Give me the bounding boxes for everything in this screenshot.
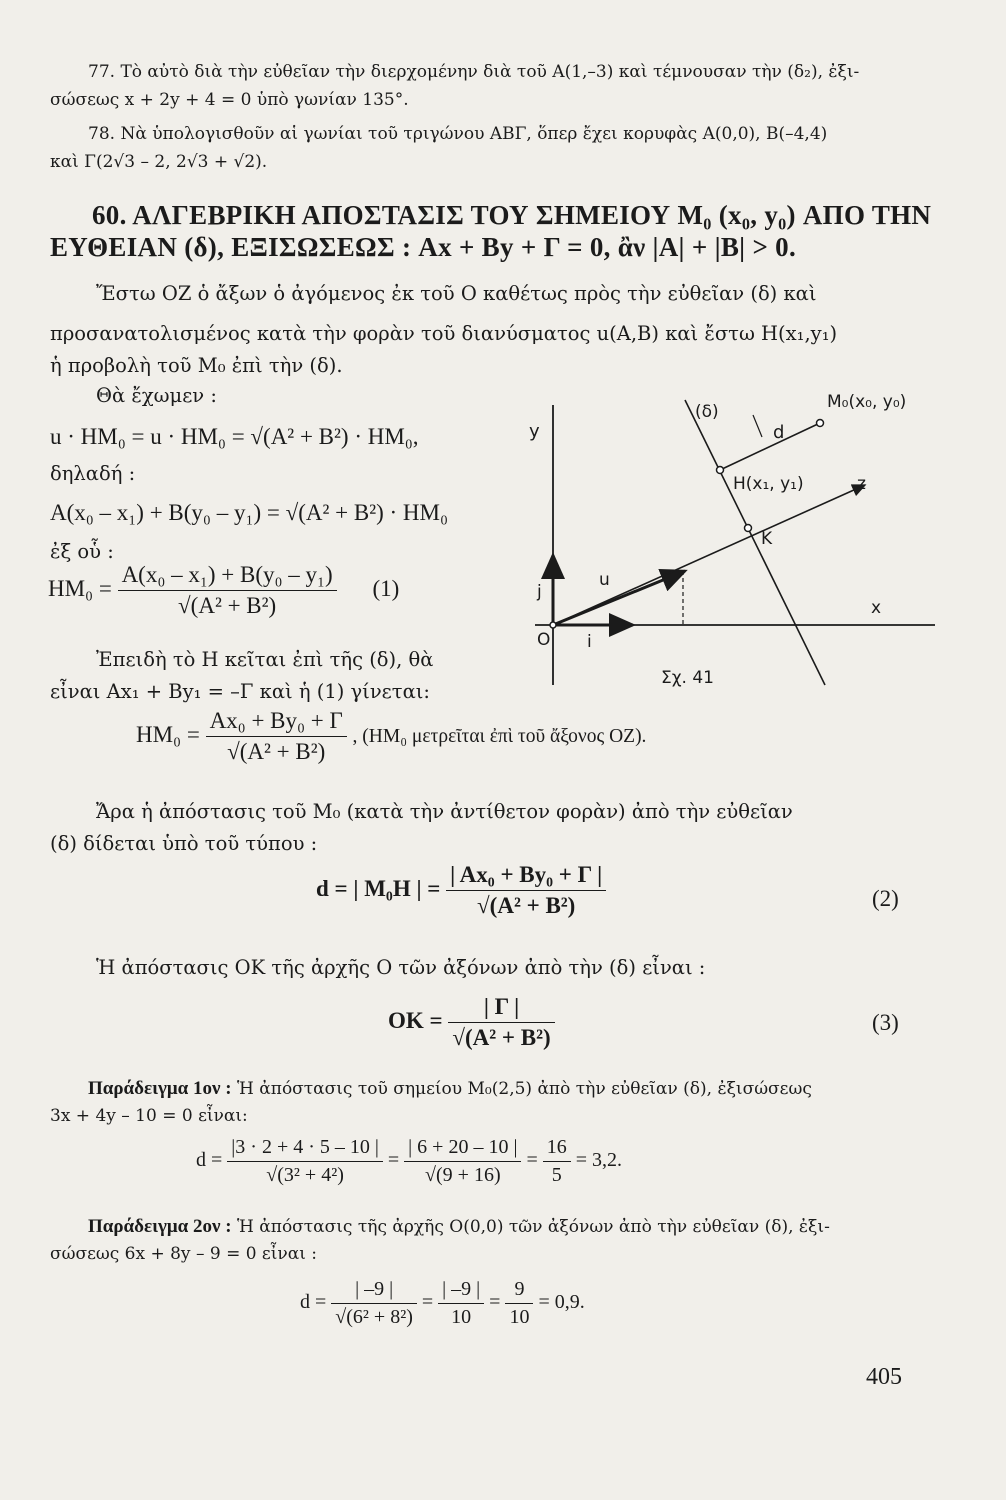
- paragraph-3: δηλαδή :: [50, 462, 136, 485]
- equation-2-lhs: d = | M₀H | =: [316, 875, 441, 901]
- equation-3-fraction: [448, 994, 554, 1051]
- distance-marker: [753, 415, 762, 437]
- point-m0: [817, 420, 824, 427]
- example-2-fraction-2: [438, 1278, 484, 1329]
- example-2-lhs: d =: [300, 1291, 327, 1314]
- section-heading-line2: ΕΥΘΕΙΑΝ (δ), ΕΞΙΣΩΣΕΩΣ : Ax + By + Γ = 0, ἂν |A| + |B| > 0.: [50, 232, 797, 262]
- example-1-fraction-1: [227, 1136, 383, 1187]
- segment-m0-h: [720, 423, 820, 470]
- point-h: [717, 467, 724, 474]
- oz-axis: [553, 485, 865, 625]
- example-1-result: = 3,2.: [575, 1149, 623, 1172]
- page-number: 405: [866, 1364, 902, 1390]
- example-2-f1-denominator: √(6² + 8²): [335, 1306, 413, 1328]
- equation-1-denominator: √(A² + B²): [178, 593, 277, 618]
- example-2-f1-numerator: | –9 |: [331, 1278, 417, 1304]
- equation-hm0-lhs: HM₀ =: [136, 721, 200, 747]
- equation-3-denominator: √(A² + B²): [452, 1025, 551, 1050]
- paragraph-7: Ἡ ἀπόστασις OK τῆς ἀρχῆς O τῶν ἀξόνων ἀπὸ τὴν (δ) εἶναι :: [96, 956, 706, 979]
- label-h: H(x₁, y₁): [733, 474, 804, 494]
- example-1-line1: [88, 1078, 812, 1100]
- equation-2-tag: (2): [872, 886, 899, 911]
- equation-dot-product: u · HM₀ = u · HM₀ = √(A² + B²) · HM₀,: [50, 424, 419, 449]
- figure-caption: Σχ. 41: [661, 668, 715, 688]
- label-x: x: [871, 598, 882, 618]
- example-2-text: Ἡ ἀπόστασις τῆς ἀρχῆς O(0,0) τῶν ἀξόνων ἀπὸ τὴν εὐθεῖαν (δ), ἐξι-: [237, 1217, 830, 1237]
- paragraph-6-line2: (δ) δίδεται ὑπὸ τοῦ τύπου :: [50, 832, 318, 855]
- equation-1-numerator: A(x₀ – x₁) + B(y₀ – y₁): [118, 562, 337, 591]
- equation-hm0-fraction: [206, 708, 347, 765]
- example-2-fraction-1: [331, 1278, 417, 1329]
- example-1-label: Παράδειγμα 1ον :: [88, 1078, 232, 1099]
- example-2-fraction-3: [505, 1278, 533, 1329]
- paragraph-1-line2: προσανατολισμένος κατὰ τὴν φορὰν τοῦ διανύσματος u(A,B) καὶ ἔστω H(x₁,y₁): [50, 322, 838, 345]
- exercise-77-line1: 77. Τὸ αὐτὸ διὰ τὴν εὐθεῖαν τὴν διερχομένην διὰ τοῦ Α(1,–3) καὶ τέμνουσαν τὴν (δ₂), ἐξι-: [88, 62, 860, 82]
- equation-3-lhs: OK =: [388, 1007, 443, 1033]
- equation-expanded: A(x₀ – x₁) + B(y₀ – y₁) = √(A² + B²) · HM₀: [50, 500, 448, 525]
- line-delta: [685, 400, 825, 685]
- section-heading-line1: 60. ΑΛΓΕΒΡΙΚΗ ΑΠΟΣΤΑΣΙΣ ΤΟΥ ΣΗΜΕΙΟΥ M₀ (x₀, y₀) ΑΠΟ ΤΗΝ: [92, 200, 932, 230]
- example-1-f1-denominator: √(3² + 4²): [266, 1164, 344, 1186]
- example-2-f2-denominator: 10: [451, 1306, 472, 1328]
- equation-1-lhs: HM₀ =: [48, 575, 112, 601]
- equation-1: [48, 562, 399, 619]
- example-2-result: = 0,9.: [538, 1291, 585, 1314]
- label-m0: M₀(x₀, y₀): [827, 392, 907, 412]
- equation-2-denominator: √(A² + B²): [477, 893, 576, 918]
- label-k: K: [761, 529, 773, 549]
- equation-3-numerator: | Γ |: [448, 994, 554, 1023]
- equation-2-numerator: | Ax₀ + By₀ + Γ |: [446, 862, 606, 891]
- exercise-78-line2: καὶ Γ(2√3 – 2, 2√3 + √2).: [50, 152, 268, 172]
- paragraph-5-line2: εἶναι Ax₁ + By₁ = –Γ καὶ ἡ (1) γίνεται:: [50, 680, 430, 703]
- paragraph-6-line1: Ἄρα ἡ ἀπόστασις τοῦ M₀ (κατὰ τὴν ἀντίθετον φορὰν) ἀπὸ τὴν εὐθεῖαν: [96, 800, 793, 823]
- equation-3: [388, 994, 555, 1051]
- figure-41: [515, 385, 945, 705]
- label-y: y: [529, 421, 540, 442]
- exercise-78-line1: 78. Νὰ ὑπολογισθοῦν αἱ γωνίαι τοῦ τριγώνου ΑΒΓ, ὅπερ ἔχει κορυφὰς Α(0,0), Β(–4,4): [88, 124, 828, 144]
- example-1-fraction-2: [404, 1136, 521, 1187]
- equation-hm0-numerator: Ax₀ + By₀ + Γ: [206, 708, 347, 737]
- example-2-line1: [88, 1216, 830, 1238]
- example-1-f3-numerator: 16: [543, 1136, 571, 1162]
- label-delta: (δ): [695, 402, 719, 422]
- example-1-f1-numerator: |3 · 2 + 4 · 5 – 10 |: [227, 1136, 383, 1162]
- equation-2-fraction: [446, 862, 606, 919]
- label-z: z: [857, 474, 866, 494]
- equation-2: [316, 862, 606, 919]
- exercise-77-line2: σώσεως x + 2y + 4 = 0 ὑπὸ γωνίαν 135°.: [50, 90, 409, 110]
- point-origin: [550, 622, 556, 628]
- label-d: d: [773, 422, 785, 443]
- example-2-equation: d = $\frac{| -9 |}{\text{√(6² + 8²)}}$ = $\frac{| -9 |}{10}$ = $\frac{9}{10}$ = 0,9.: [300, 1278, 585, 1328]
- example-2-line2: σώσεως 6x + 8y – 9 = 0 εἶναι :: [50, 1244, 318, 1264]
- example-1-equation: d = $\frac{|3 \cdot 2 + 4 \cdot 5 - 10 |}{\text{√(3² + 4²)}}$ = $\frac{| 6 + 20 - 10 |}{√(9 + 16)}$ = $\frac{16}{5}$ = 3,2.: [196, 1136, 623, 1186]
- paragraph-1-line3: ἡ προβολὴ τοῦ M₀ ἐπὶ τὴν (δ).: [50, 354, 343, 377]
- label-u: u: [599, 570, 610, 590]
- label-origin: O: [537, 630, 551, 650]
- example-1-f2-denominator: √(9 + 16): [425, 1164, 501, 1186]
- paragraph-5-line1: Ἐπειδὴ τὸ H κεῖται ἐπὶ τῆς (δ), θὰ: [96, 648, 434, 671]
- point-k: [745, 525, 752, 532]
- paragraph-2: Θὰ ἔχωμεν :: [96, 384, 217, 407]
- equation-1-fraction: [118, 562, 337, 619]
- example-1-fraction-3: [543, 1136, 571, 1187]
- label-i: i: [587, 632, 592, 652]
- example-1-lhs: d =: [196, 1149, 223, 1172]
- example-2-f3-denominator: 10: [509, 1306, 530, 1328]
- equation-hm0: [136, 708, 646, 765]
- example-1-text: Ἡ ἀπόστασις τοῦ σημείου M₀(2,5) ἀπὸ τὴν εὐθεῖαν (δ), ἐξισώσεως: [237, 1079, 812, 1099]
- paragraph-1-line1: Ἔστω OZ ὁ ἄξων ὁ ἀγόμενος ἐκ τοῦ Ο καθέτως πρὸς τὴν εὐθεῖαν (δ) καὶ: [96, 282, 817, 305]
- example-1-f2-numerator: | 6 + 20 – 10 |: [404, 1136, 521, 1162]
- example-1-line2: 3x + 4y – 10 = 0 εἶναι:: [50, 1106, 248, 1126]
- example-2-f2-numerator: | –9 |: [438, 1278, 484, 1304]
- equation-hm0-denominator: √(A² + B²): [227, 739, 326, 764]
- equation-1-tag: (1): [372, 575, 400, 601]
- example-1-f3-denominator: 5: [551, 1164, 562, 1186]
- equation-3-tag: (3): [872, 1010, 899, 1035]
- example-2-label: Παράδειγμα 2ον :: [88, 1216, 232, 1237]
- example-2-f3-numerator: 9: [505, 1278, 533, 1304]
- equation-hm0-note: , (HM₀ μετρεῖται ἐπὶ τοῦ ἄξονος OZ).: [352, 725, 647, 747]
- label-j: j: [537, 582, 542, 602]
- paragraph-4: ἐξ οὗ :: [50, 540, 114, 563]
